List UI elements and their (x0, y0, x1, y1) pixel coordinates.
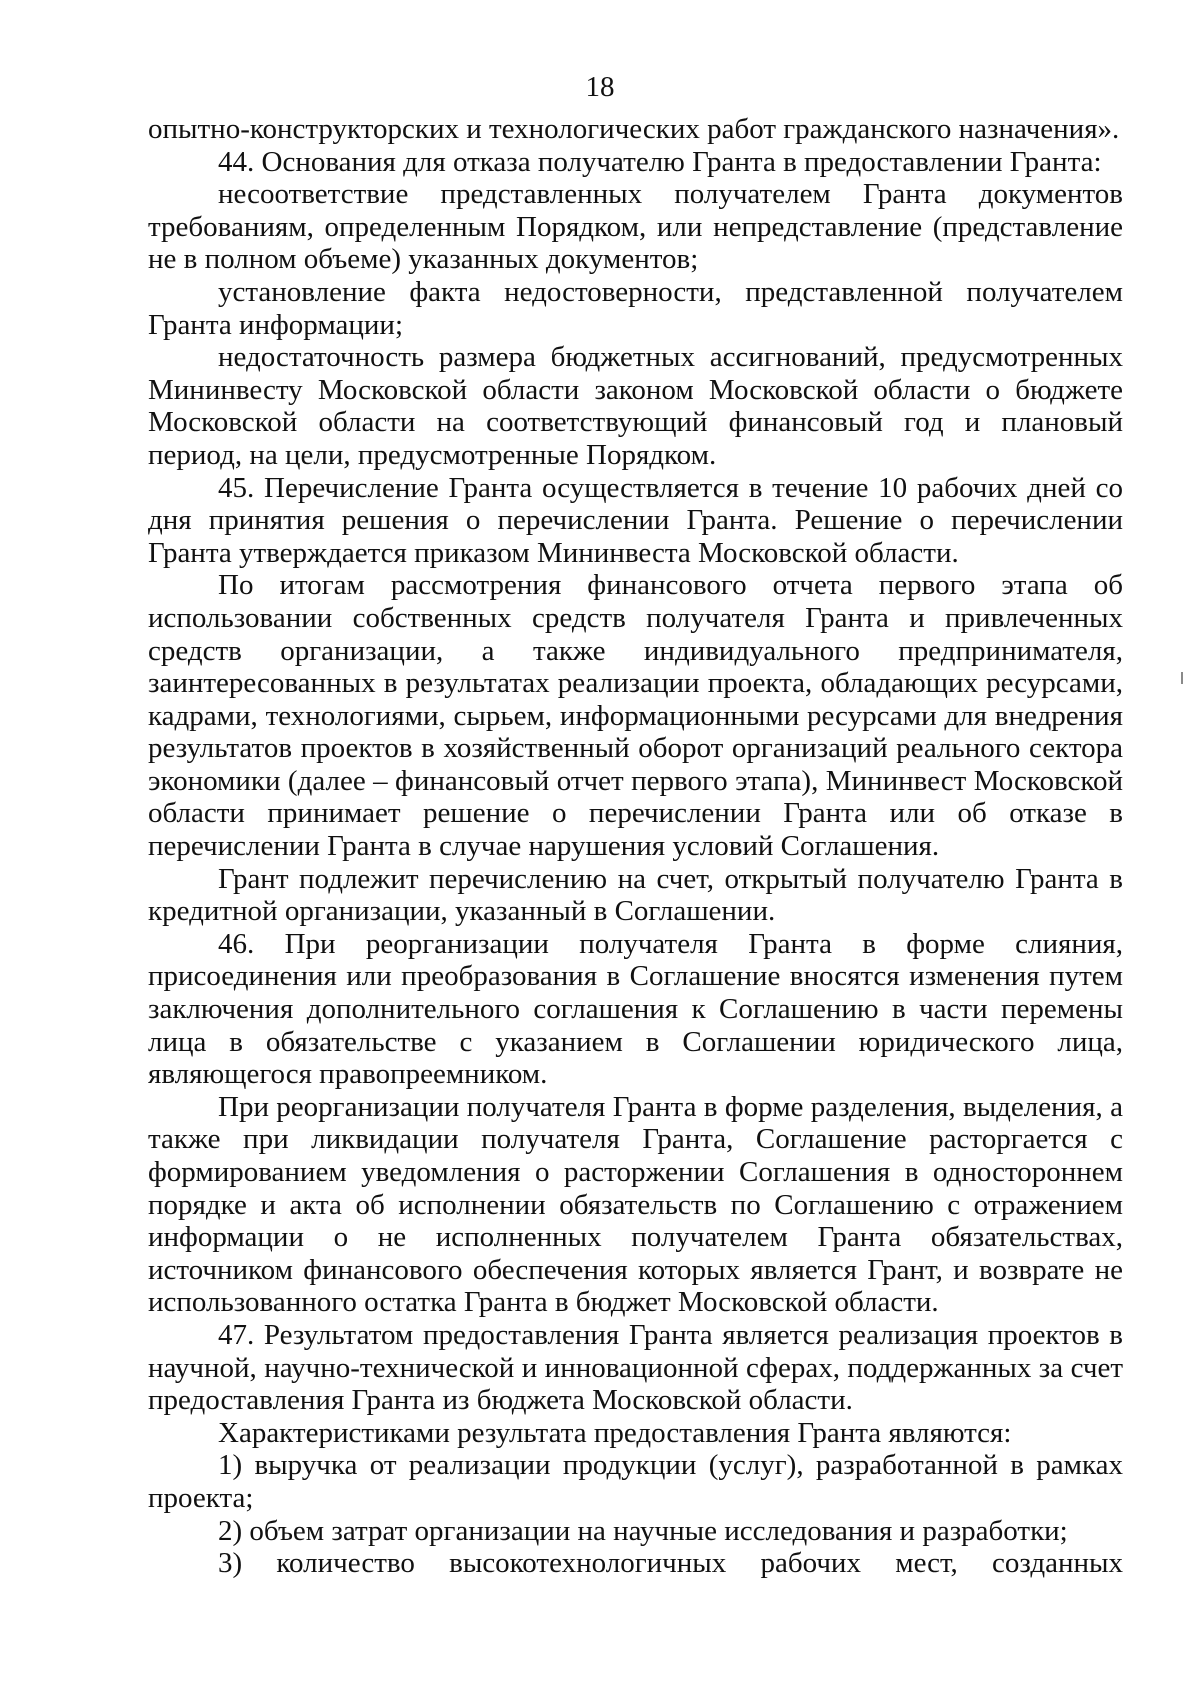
paragraph-item-47: 47. Результатом предоставления Гранта является реализация проектов в научной, научно-технической и инновационной сферах, поддержанных за счет предоставления Гранта из бюджета Московской области. (148, 1318, 1123, 1417)
document-body (148, 113, 1123, 1580)
paragraph-continuation: опытно-конструкторских и технологических работ гражданского назначения». (148, 113, 1120, 145)
list-item-1: 1) выручка от реализации продукции (услуг), разработанной в рамках проекта; (148, 1449, 1123, 1514)
paragraph-item-44: 44. Основания для отказа получателю Гранта в предоставлении Гранта: (218, 145, 1102, 178)
paragraph-financial-report: По итогам рассмотрения финансового отчета первого этапа об использовании собственных средств получателя Гранта и привлеченных средств организации, а также индивидуального предпринимателя, заинтересованных в результатах реализации проекта, обладающих ресурсами, кадрами, технологиями, сырьем, информационными ресурсами для внедрения результатов проектов в хозяйственный оборот организаций реального сектора экономики (далее – финансовый отчет первого этапа), Мининвест Московской области принимает решение о перечислении Гранта или об отказе в перечислении Гранта в случае нарушения условий Соглашения. (148, 569, 1123, 863)
paragraph-result-characteristics: Характеристиками результата предоставления Гранта являются: (218, 1416, 1012, 1449)
paragraph-item-46: 46. При реорганизации получателя Гранта в форме слияния, присоединения или преобразования в Соглашение вносятся изменения путем заключения дополнительного соглашения к Соглашению в части перемены лица в обязательстве с указанием в Соглашении юридического лица, являющегося правопреемником. (148, 927, 1123, 1091)
paragraph-ground-insufficient-budget: недостаточность размера бюджетных ассигнований, предусмотренных Мининвесту Московской области законом Московской области о бюджете Московской области на соответствующий финансовый год и плановый период, на цели, предусмотренные Порядком. (148, 341, 1123, 471)
scan-margin-mark (1181, 672, 1183, 684)
list-item-2: 2) объем затрат организации на научные исследования и разработки; (218, 1514, 1068, 1547)
paragraph-item-45: 45. Перечисление Гранта осуществляется в течение 10 рабочих дней со дня принятия решения о перечислении Гранта. Решение о перечислении Гранта утверждается приказом Мининвеста Московской области. (148, 471, 1123, 569)
paragraph-ground-noncompliance: несоответствие представленных получателем Гранта документов требованиям, определенным Порядком, или непредставление (представление не в полном объеме) указанных документов; (148, 178, 1123, 276)
page-number: 18 (585, 71, 615, 103)
paragraph-ground-unreliable-info: установление факта недостоверности, представленной получателем Гранта информации; (148, 275, 1123, 341)
paragraph-reorganization-termination: При реорганизации получателя Гранта в форме разделения, выделения, а также при ликвидации получателя Гранта, Соглашение расторгается с формированием уведомления о расторжении Соглашения в одностороннем порядке и акта об исполнении обязательств по Соглашению с отражением информации о не исполненных получателем Гранта обязательствах, источником финансового обеспечения которых является Грант, и возврате не использованного остатка Гранта в бюджет Московской области. (148, 1090, 1123, 1319)
paragraph-grant-transfer-account: Грант подлежит перечислению на счет, открытый получателю Гранта в кредитной организации, указанный в Соглашении. (148, 862, 1123, 928)
list-item-3: 3) количество высокотехнологичных рабочих мест, созданных (218, 1547, 1123, 1580)
